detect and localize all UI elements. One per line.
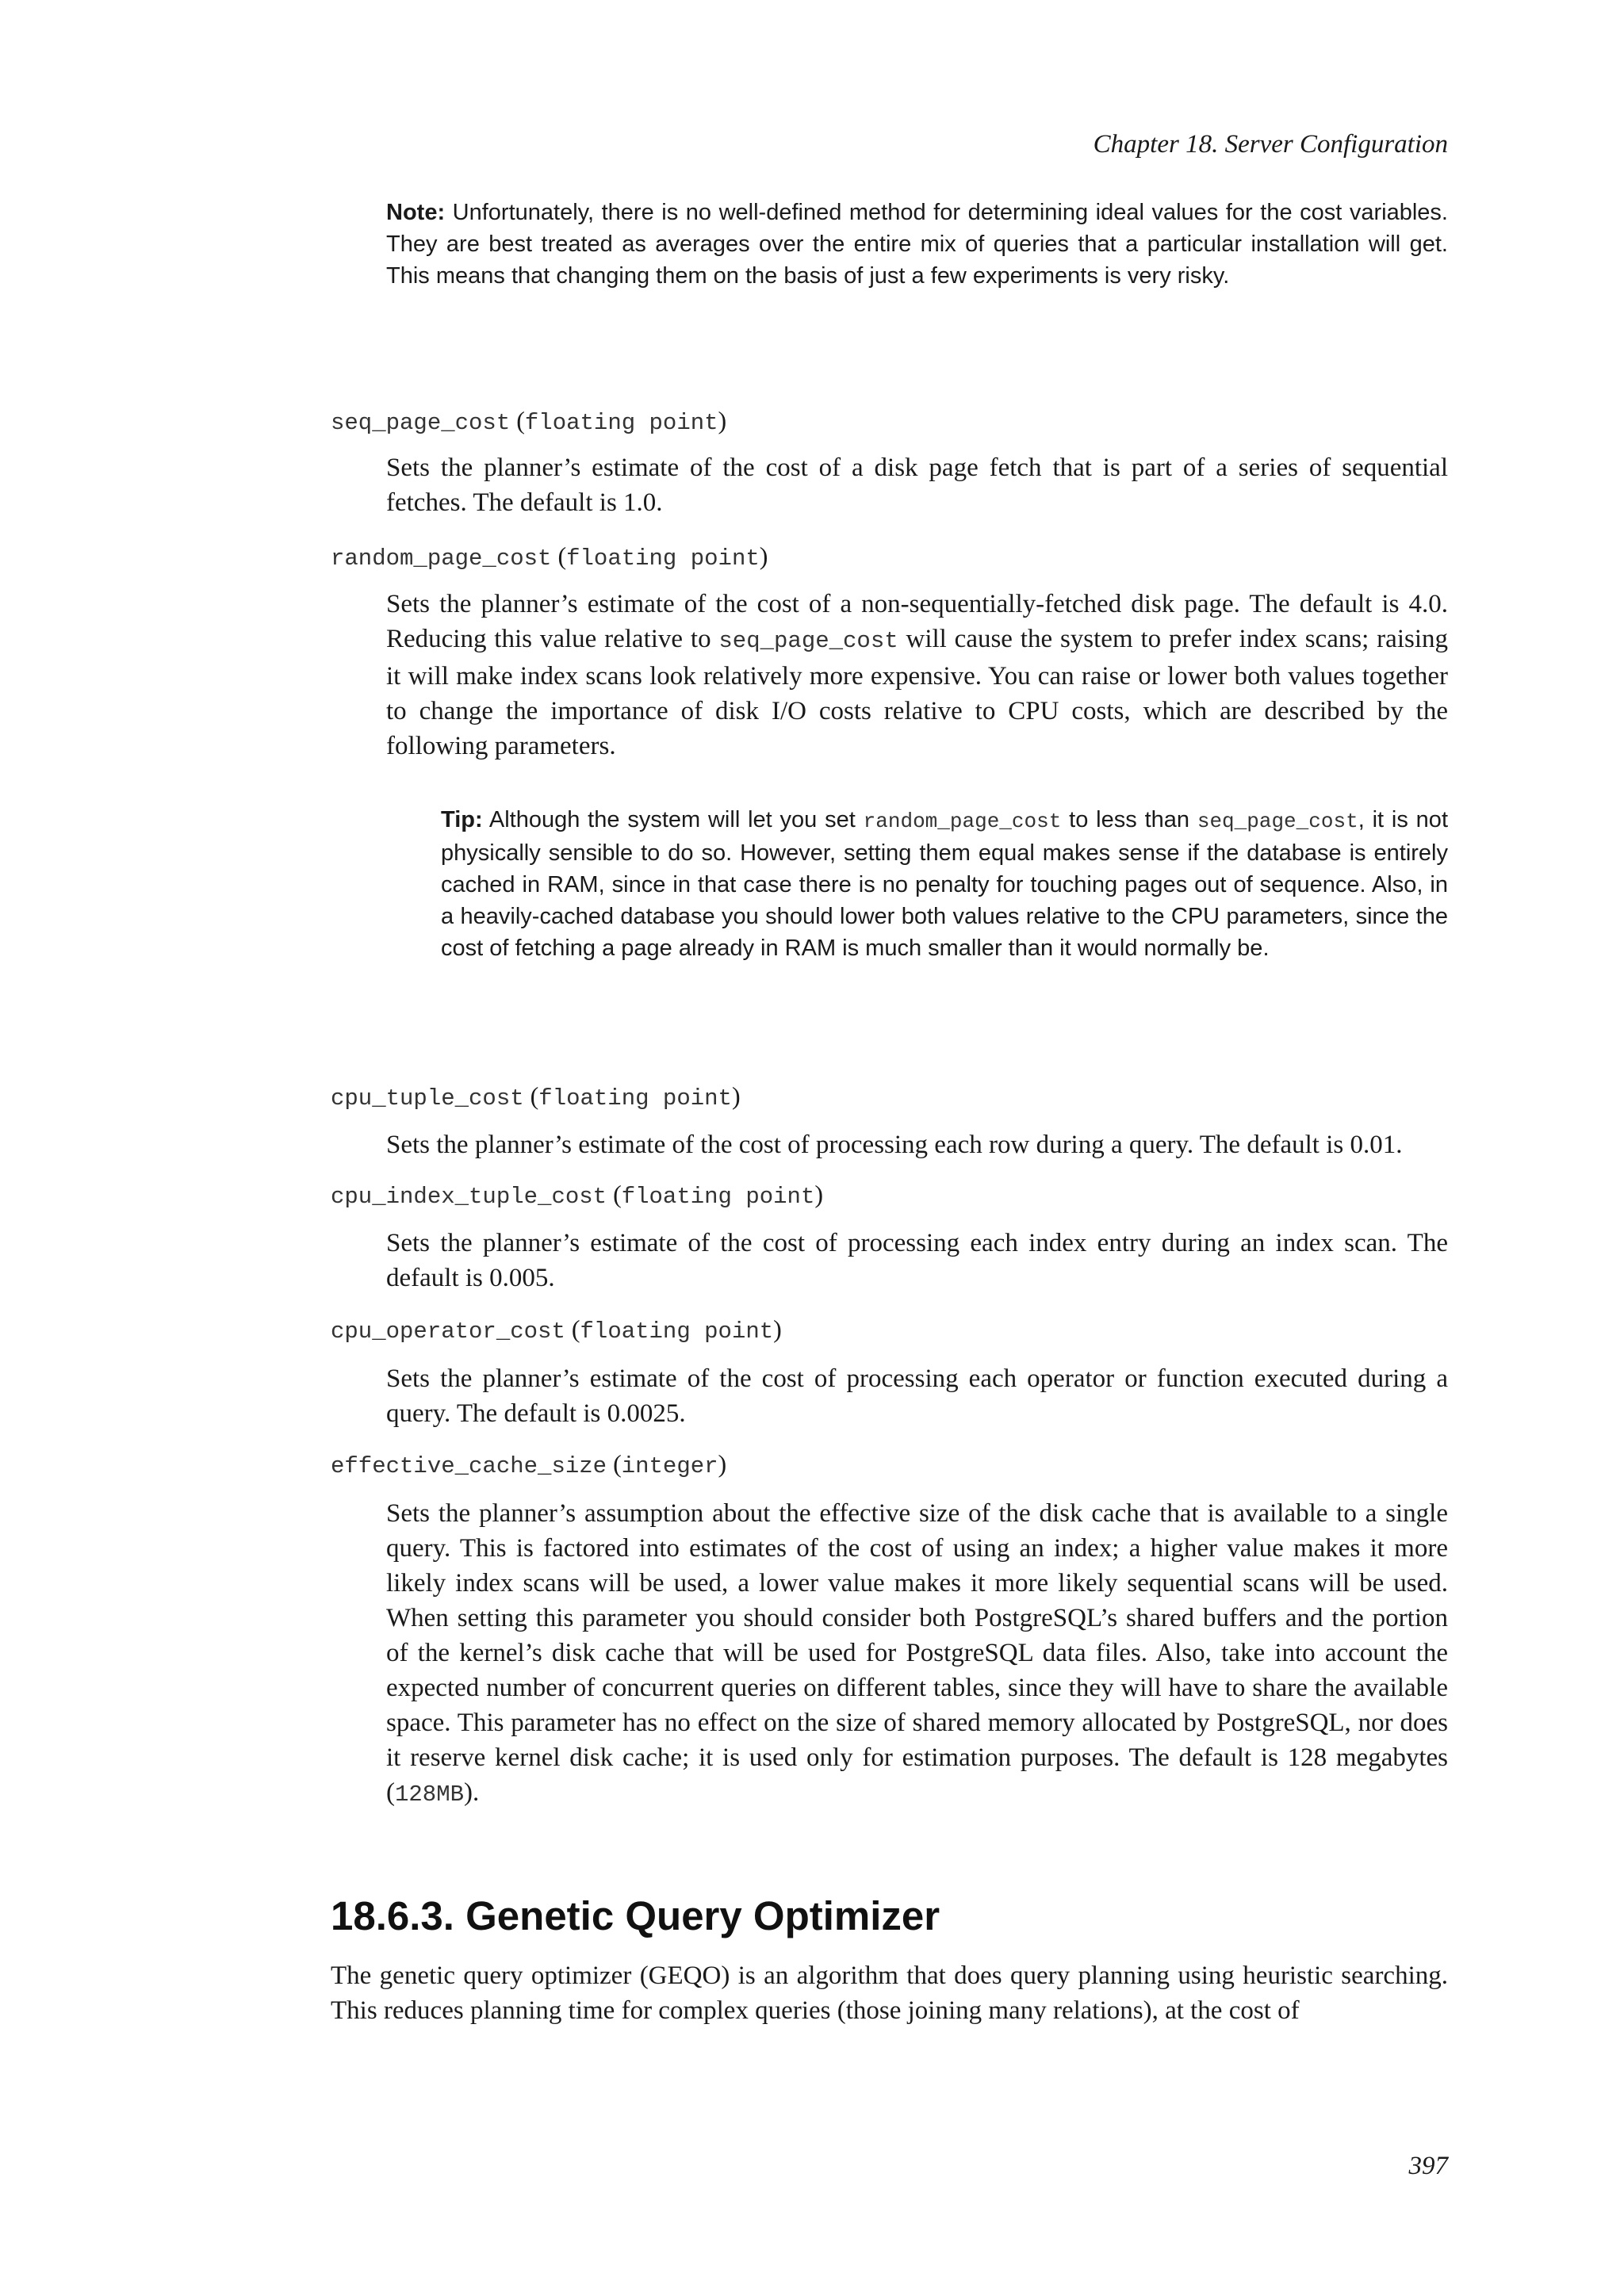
param-type: floating point — [580, 1318, 774, 1345]
param-name: random_page_cost — [331, 545, 552, 572]
param-desc-random-page-cost — [386, 587, 1448, 763]
tip-box — [441, 804, 1448, 964]
note-label: Note: — [386, 200, 446, 225]
param-desc-effective-cache-size — [386, 1496, 1448, 1812]
inline-code: seq_page_cost — [718, 628, 898, 654]
param-term-cpu-tuple-cost: cpu_tuple_cost (floating point) — [331, 1081, 741, 1112]
param-type: floating point — [538, 1085, 732, 1112]
inline-code: 128MB — [395, 1781, 465, 1808]
param-term-cpu-operator-cost: cpu_operator_cost (floating point) — [331, 1314, 782, 1345]
param-name: cpu_tuple_cost — [331, 1085, 524, 1112]
tip-text: , it is not physically sensible to do so. However, setting them equal makes sense if the database is entirely cached in RAM, since in that case there is no penalty for touching pages out of sequence. Also, in a heavily-cached database you should lower both values relative to the CPU parameters, since the cost of fetching a page already in RAM is much smaller than it would normally be. — [441, 807, 1448, 961]
inline-code: random_page_cost — [863, 809, 1062, 833]
desc-text: will cause the system to prefer index scans; raising it will make index scans look relatively more expensive. You can raise or lower both values together to change the importance of disk I/O costs relative to CPU costs, which are described by the following parameters. — [386, 625, 1449, 760]
param-desc-cpu-index-tuple-cost: Sets the planner’s estimate of the cost of processing each index entry during an index scan. The default is 0.005. — [386, 1229, 1448, 1292]
param-name: cpu_index_tuple_cost — [331, 1184, 607, 1210]
param-desc-seq-page-cost: Sets the planner’s estimate of the cost of a disk page fetch that is part of a series of sequential fetches. The default is 1.0. — [386, 453, 1448, 517]
param-desc-cpu-operator-cost: Sets the planner’s estimate of the cost of processing each operator or function executed during a query. The default is 0.0025. — [386, 1364, 1448, 1428]
desc-text: Sets the planner’s assumption about the effective size of the disk cache that is available to a single query. This is factored into estimates of the cost of using an index; a higher value makes it more likely index scans will be used, a lower value makes it more likely sequential scans will be used. When setting this parameter you should consider both PostgreSQL’s shared buffers and the portion of the kernel’s disk cache that will be used for PostgreSQL data files. Also, take into account the expected number of concurrent queries on different tables, since they will have to share the available space. This parameter has no effect on the size of shared memory allocated by PostgreSQL, nor does it reserve kernel disk cache; it is used only for estimation purposes. The default is 128 megabytes ( — [386, 1499, 1448, 1807]
desc-text: Sets the planner’s estimate of the cost of a non-sequentially-fetched disk page. The default is 4.0. Reducing this value relative to — [386, 590, 1448, 653]
param-term-cpu-index-tuple-cost: cpu_index_tuple_cost (floating point) — [331, 1180, 824, 1210]
param-name: cpu_operator_cost — [331, 1318, 565, 1345]
param-type: floating point — [621, 1184, 815, 1210]
inline-code: seq_page_cost — [1197, 809, 1358, 833]
page-number: 397 — [1408, 2152, 1448, 2180]
tip-text: to less than — [1061, 807, 1197, 832]
running-head: Chapter 18. Server Configuration — [1093, 130, 1448, 159]
param-term-effective-cache-size: effective_cache_size (integer) — [331, 1449, 727, 1479]
param-type: integer — [621, 1453, 718, 1479]
param-term-random-page-cost: random_page_cost (floating point) — [331, 541, 768, 572]
param-type: floating point — [566, 545, 760, 572]
param-name: seq_page_cost — [331, 410, 511, 436]
param-name: effective_cache_size — [331, 1453, 607, 1479]
param-desc-cpu-tuple-cost: Sets the planner’s estimate of the cost of processing each row during a query. The default is 0.01. — [386, 1131, 1403, 1159]
tip-text: Although the system will let you set — [482, 807, 864, 832]
note-box — [386, 197, 1448, 292]
desc-text: ). — [464, 1778, 480, 1807]
section-body: The genetic query optimizer (GEQO) is an algorithm that does query planning using heuristic searching. This reduces planning time for complex queries (those joining many relations), at the cost of — [331, 1961, 1448, 2025]
tip-label: Tip: — [441, 807, 483, 832]
param-type: floating point — [524, 410, 718, 436]
param-term-seq-page-cost: seq_page_cost (floating point) — [331, 406, 727, 436]
note-text: Unfortunately, there is no well-defined method for determining ideal values for the cost variables. They are best treated as averages over the entire mix of queries that a particular installation will get. This means that changing them on the basis of just a few experiments is very risky. — [386, 200, 1448, 289]
section-heading: 18.6.3. Genetic Query Optimizer — [331, 1893, 940, 1938]
